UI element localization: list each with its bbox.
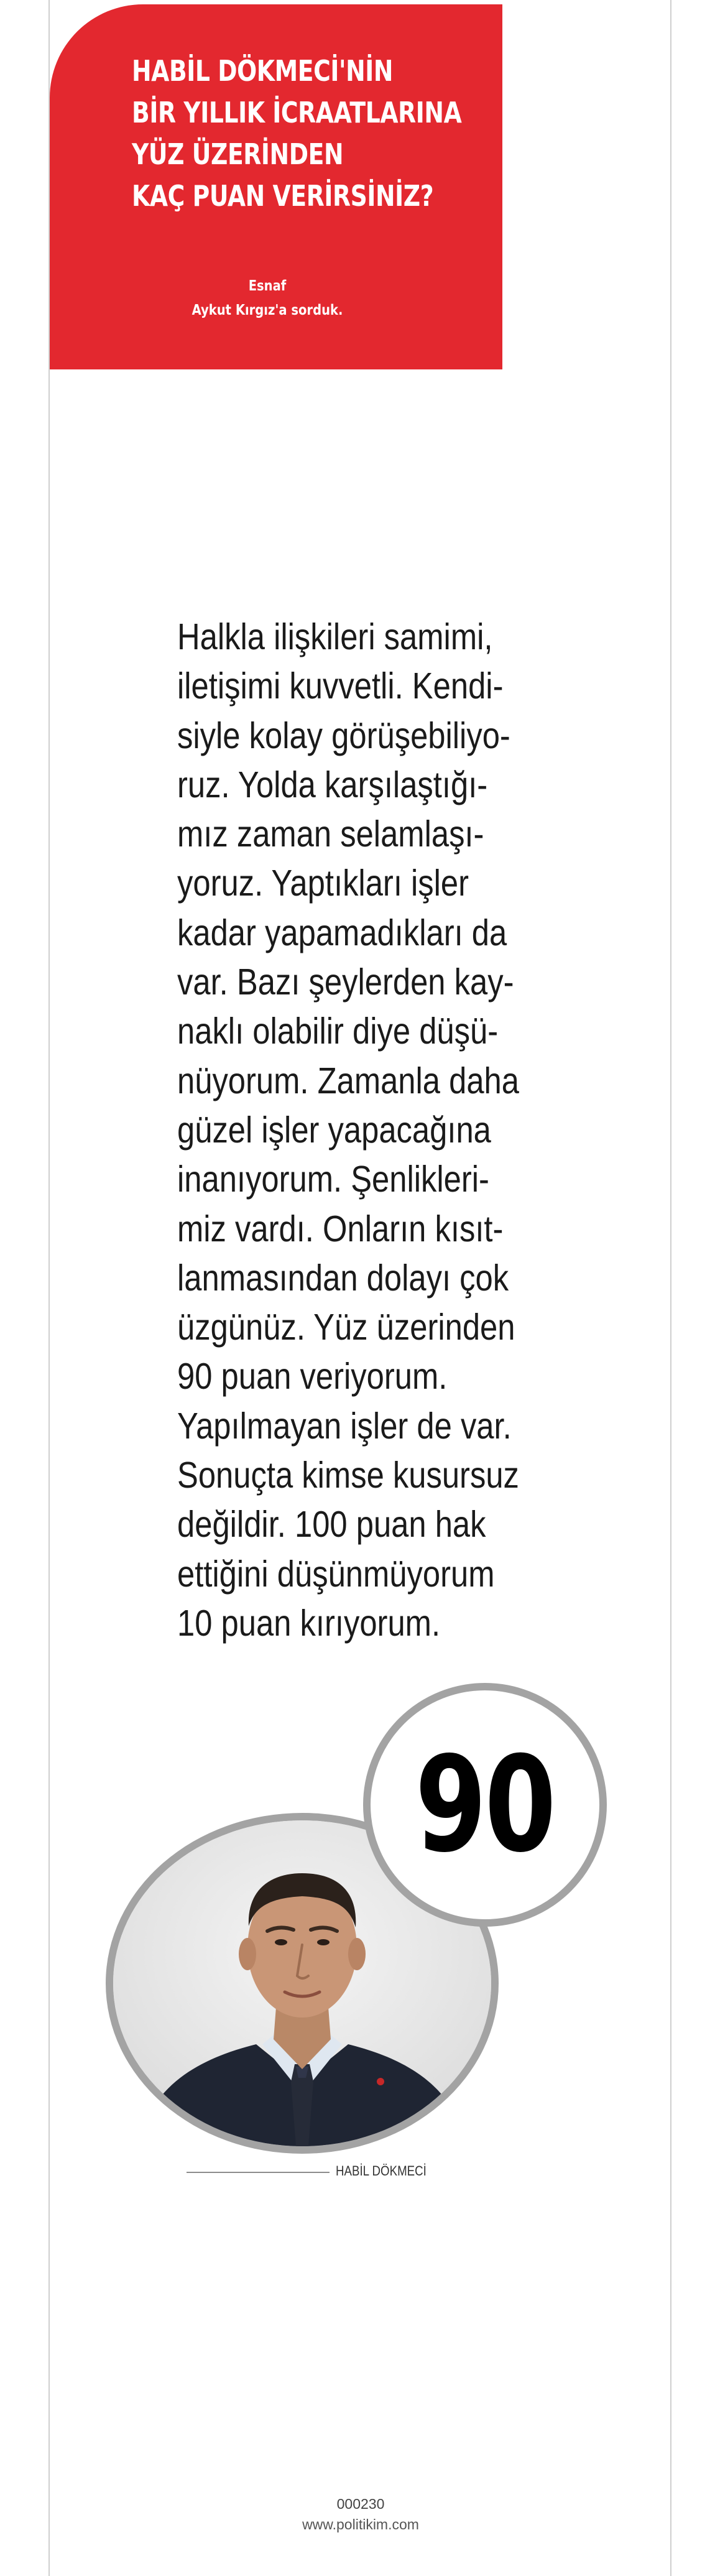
quote-line: nüyorum. Zamanla daha [177, 1060, 519, 1101]
headline [132, 50, 461, 217]
quote-text [177, 613, 519, 1648]
quote-line: miz vardı. Onların kısıt- [177, 1208, 504, 1249]
quote-line: kadar yapamadıkları da [177, 912, 507, 953]
headline-line: KAÇ PUAN VERİRSİNİZ? [132, 179, 434, 213]
score-badge [363, 1683, 607, 1927]
quote-line: var. Bazı şeylerden kay- [177, 961, 514, 1003]
quote-line: ettiğini düşünmüyorum [177, 1553, 495, 1595]
quote-line: Sonuçta kimse kusursuz [177, 1455, 519, 1496]
quote-line: güzel işler yapacağına [177, 1109, 491, 1151]
quote-line: inanıyorum. Şenlikleri- [177, 1159, 489, 1200]
headline-line: YÜZ ÜZERİNDEN [132, 137, 344, 171]
headline-line: BİR YILLIK İCRAATLARINA [132, 96, 462, 129]
website-link[interactable]: www.politikim.com [302, 2516, 419, 2532]
headline-line: HABİL DÖKMECİ'NİN [132, 54, 394, 88]
source-role: Esnaf [248, 278, 287, 294]
source-credit [188, 274, 347, 323]
quote-line: naklı olabilir diye düşü- [177, 1011, 499, 1052]
quote-line: üzgünüz. Yüz üzerinden [177, 1307, 515, 1348]
page-code: 000230 [336, 2496, 385, 2512]
right-page-rule [670, 0, 671, 2576]
caption-divider [187, 2172, 330, 2173]
quote-line: mız zaman selamlaşı- [177, 813, 484, 855]
quote-line: değildir. 100 puan hak [177, 1504, 486, 1545]
quote-line: Yapılmayan işler de var. [177, 1405, 512, 1447]
headline-banner [50, 4, 502, 369]
left-page-rule [48, 0, 50, 2576]
score-value: 90 [415, 1728, 555, 1881]
quote-line: siyle kolay görüşebiliyo- [177, 715, 510, 756]
quote-line: yoruz. Yaptıkları işler [177, 863, 469, 904]
quote-line: 90 puan veriyorum. [177, 1356, 448, 1397]
quote-line: iletişimi kuvvetli. Kendi- [177, 665, 504, 707]
quote-line: Halkla ilişkileri samimi, [177, 616, 493, 657]
photo-caption: HABİL DÖKMECİ [336, 2163, 427, 2179]
source-name: Aykut Kırgız'a sorduk. [191, 302, 343, 318]
quote-line: lanmasından dolayı çok [177, 1257, 509, 1299]
quote-line: 10 puan kırıyorum. [177, 1602, 441, 1644]
page-footer [236, 2494, 485, 2535]
quote-line: ruz. Yolda karşılaştığı- [177, 764, 488, 805]
